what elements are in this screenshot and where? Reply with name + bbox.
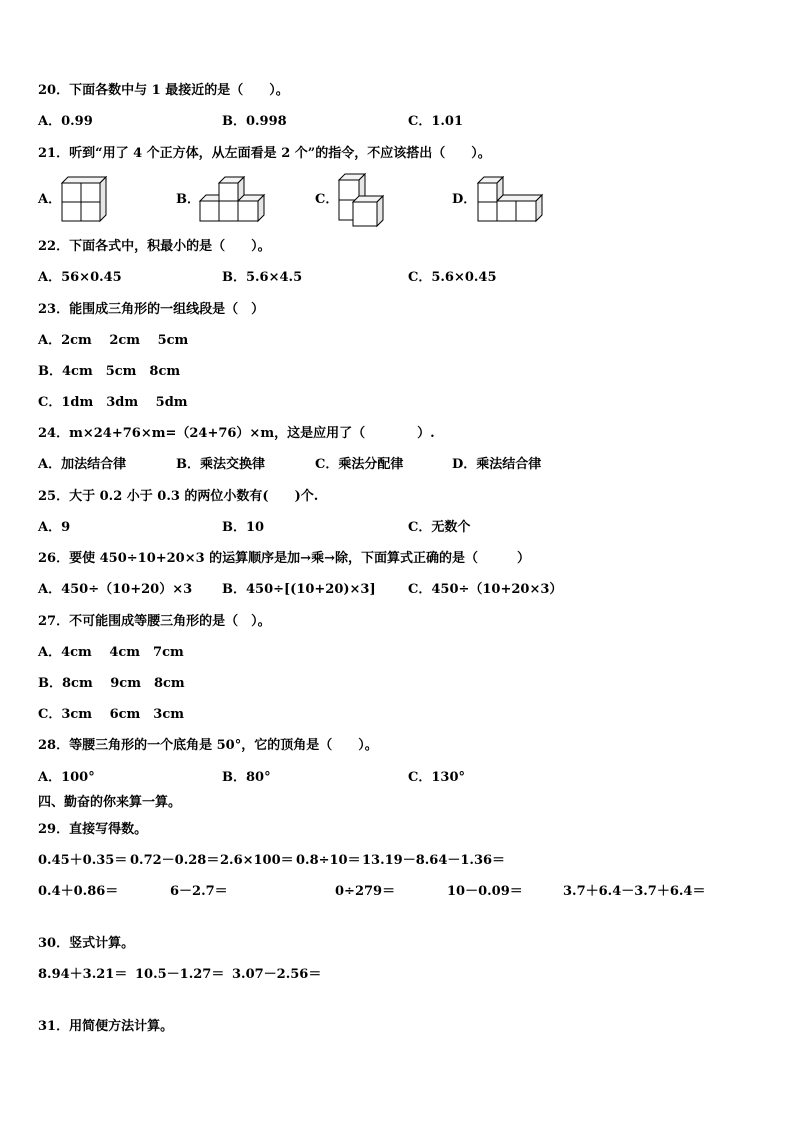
q29-r1-item: 0.72－0.28＝ xyxy=(130,853,220,868)
q25-stem: 25．大于 0.2 小于 0.3 的两位小数有( )个. xyxy=(38,489,319,504)
q29-r1-item: 13.19－8.64－1.36＝ xyxy=(362,853,506,868)
q24-option-d: D．乘法结合律 xyxy=(452,457,542,472)
q20-stem: 20．下面各数中与 1 最接近的是（ ）。 xyxy=(38,83,289,98)
q24-option-b: B．乘法交换律 xyxy=(176,457,265,472)
q29-r2-item: 0.4＋0.86＝ xyxy=(38,884,119,899)
q21-option-a: A． xyxy=(38,192,62,207)
q24-option-a: A．加法结合律 xyxy=(38,457,127,472)
q25-option-c: C．无数个 xyxy=(408,520,471,535)
q27-option-b: B．8cm 9cm 8cm xyxy=(38,676,185,691)
q21-option-b: B． xyxy=(176,192,200,207)
q26-option-c: C．450÷（10+20×3） xyxy=(408,582,563,597)
q29-r2-item: 6－2.7＝ xyxy=(170,884,228,899)
q30-item: 10.5－1.27＝ xyxy=(135,967,225,982)
q28-option-c: C．130° xyxy=(408,770,465,785)
q24-option-c: C．乘法分配律 xyxy=(315,457,404,472)
q25-option-a: A．9 xyxy=(38,520,71,535)
q21-option-c: C． xyxy=(315,192,339,207)
q21-option-d: D． xyxy=(452,192,477,207)
q28-option-a: A．100° xyxy=(38,770,95,785)
q29-r2-item: 3.7＋6.4－3.7＋6.4＝ xyxy=(563,884,706,899)
q23-option-c: C．1dm 3dm 5dm xyxy=(38,395,188,410)
q27-option-c: C．3cm 6cm 3cm xyxy=(38,707,185,722)
q25-option-b: B．10 xyxy=(222,520,265,535)
q23-stem: 23．能围成三角形的一组线段是（ ） xyxy=(38,302,265,317)
cube-figure-d xyxy=(476,175,546,225)
q21-stem: 21．听到“用了 4 个正方体，从左面看是 2 个”的指令，不应该搭出（ ）。 xyxy=(38,146,491,161)
q29-r2-item: 10－0.09＝ xyxy=(447,884,523,899)
q23-option-b: B．4cm 5cm 8cm xyxy=(38,364,181,379)
q23-option-a: A．2cm 2cm 5cm xyxy=(38,333,189,348)
q28-option-b: B．80° xyxy=(222,770,271,785)
q20-option-b: B．0.998 xyxy=(222,114,287,129)
cube-figure-a xyxy=(60,175,110,225)
q27-stem: 27．不可能围成等腰三角形的是（ ）。 xyxy=(38,614,271,629)
q29-stem: 29．直接写得数。 xyxy=(38,822,148,837)
q31-stem: 31．用简便方法计算。 xyxy=(38,1019,174,1034)
q30-item: 3.07－2.56＝ xyxy=(232,967,322,982)
q20-option-a: A．0.99 xyxy=(38,114,93,129)
cube-figure-b xyxy=(198,175,268,225)
q22-stem: 22．下面各式中，积最小的是（ ）。 xyxy=(38,239,271,254)
q30-item: 8.94＋3.21＝ xyxy=(38,967,128,982)
section-heading: 四、勤奋的你来算一算。 xyxy=(38,795,182,810)
q22-option-c: C．5.6×0.45 xyxy=(408,270,497,285)
q20-option-c: C．1.01 xyxy=(408,114,464,129)
cube-figure-c xyxy=(337,172,389,228)
q29-r1-item: 2.6×100＝ xyxy=(220,853,294,868)
q29-r1-item: 0.8÷10＝ xyxy=(296,853,361,868)
q24-stem: 24．m×24+76×m=（24+76）×m，这是应用了（ ）. xyxy=(38,426,435,441)
q29-r2-item: 0÷279＝ xyxy=(335,884,396,899)
q22-option-a: A．56×0.45 xyxy=(38,270,122,285)
q26-option-a: A．450÷（10+20）×3 xyxy=(38,582,193,597)
q29-r1-item: 0.45＋0.35＝ xyxy=(38,853,128,868)
q26-option-b: B．450÷[(10+20)×3] xyxy=(222,582,376,597)
q28-stem: 28．等腰三角形的一个底角是 50°，它的顶角是（ ）。 xyxy=(38,738,378,753)
q26-stem: 26．要使 450÷10+20×3 的运算顺序是加→乘→除，下面算式正确的是（ ） xyxy=(38,551,530,566)
q22-option-b: B．5.6×4.5 xyxy=(222,270,303,285)
q27-option-a: A．4cm 4cm 7cm xyxy=(38,645,184,660)
q30-stem: 30．竖式计算。 xyxy=(38,936,135,951)
